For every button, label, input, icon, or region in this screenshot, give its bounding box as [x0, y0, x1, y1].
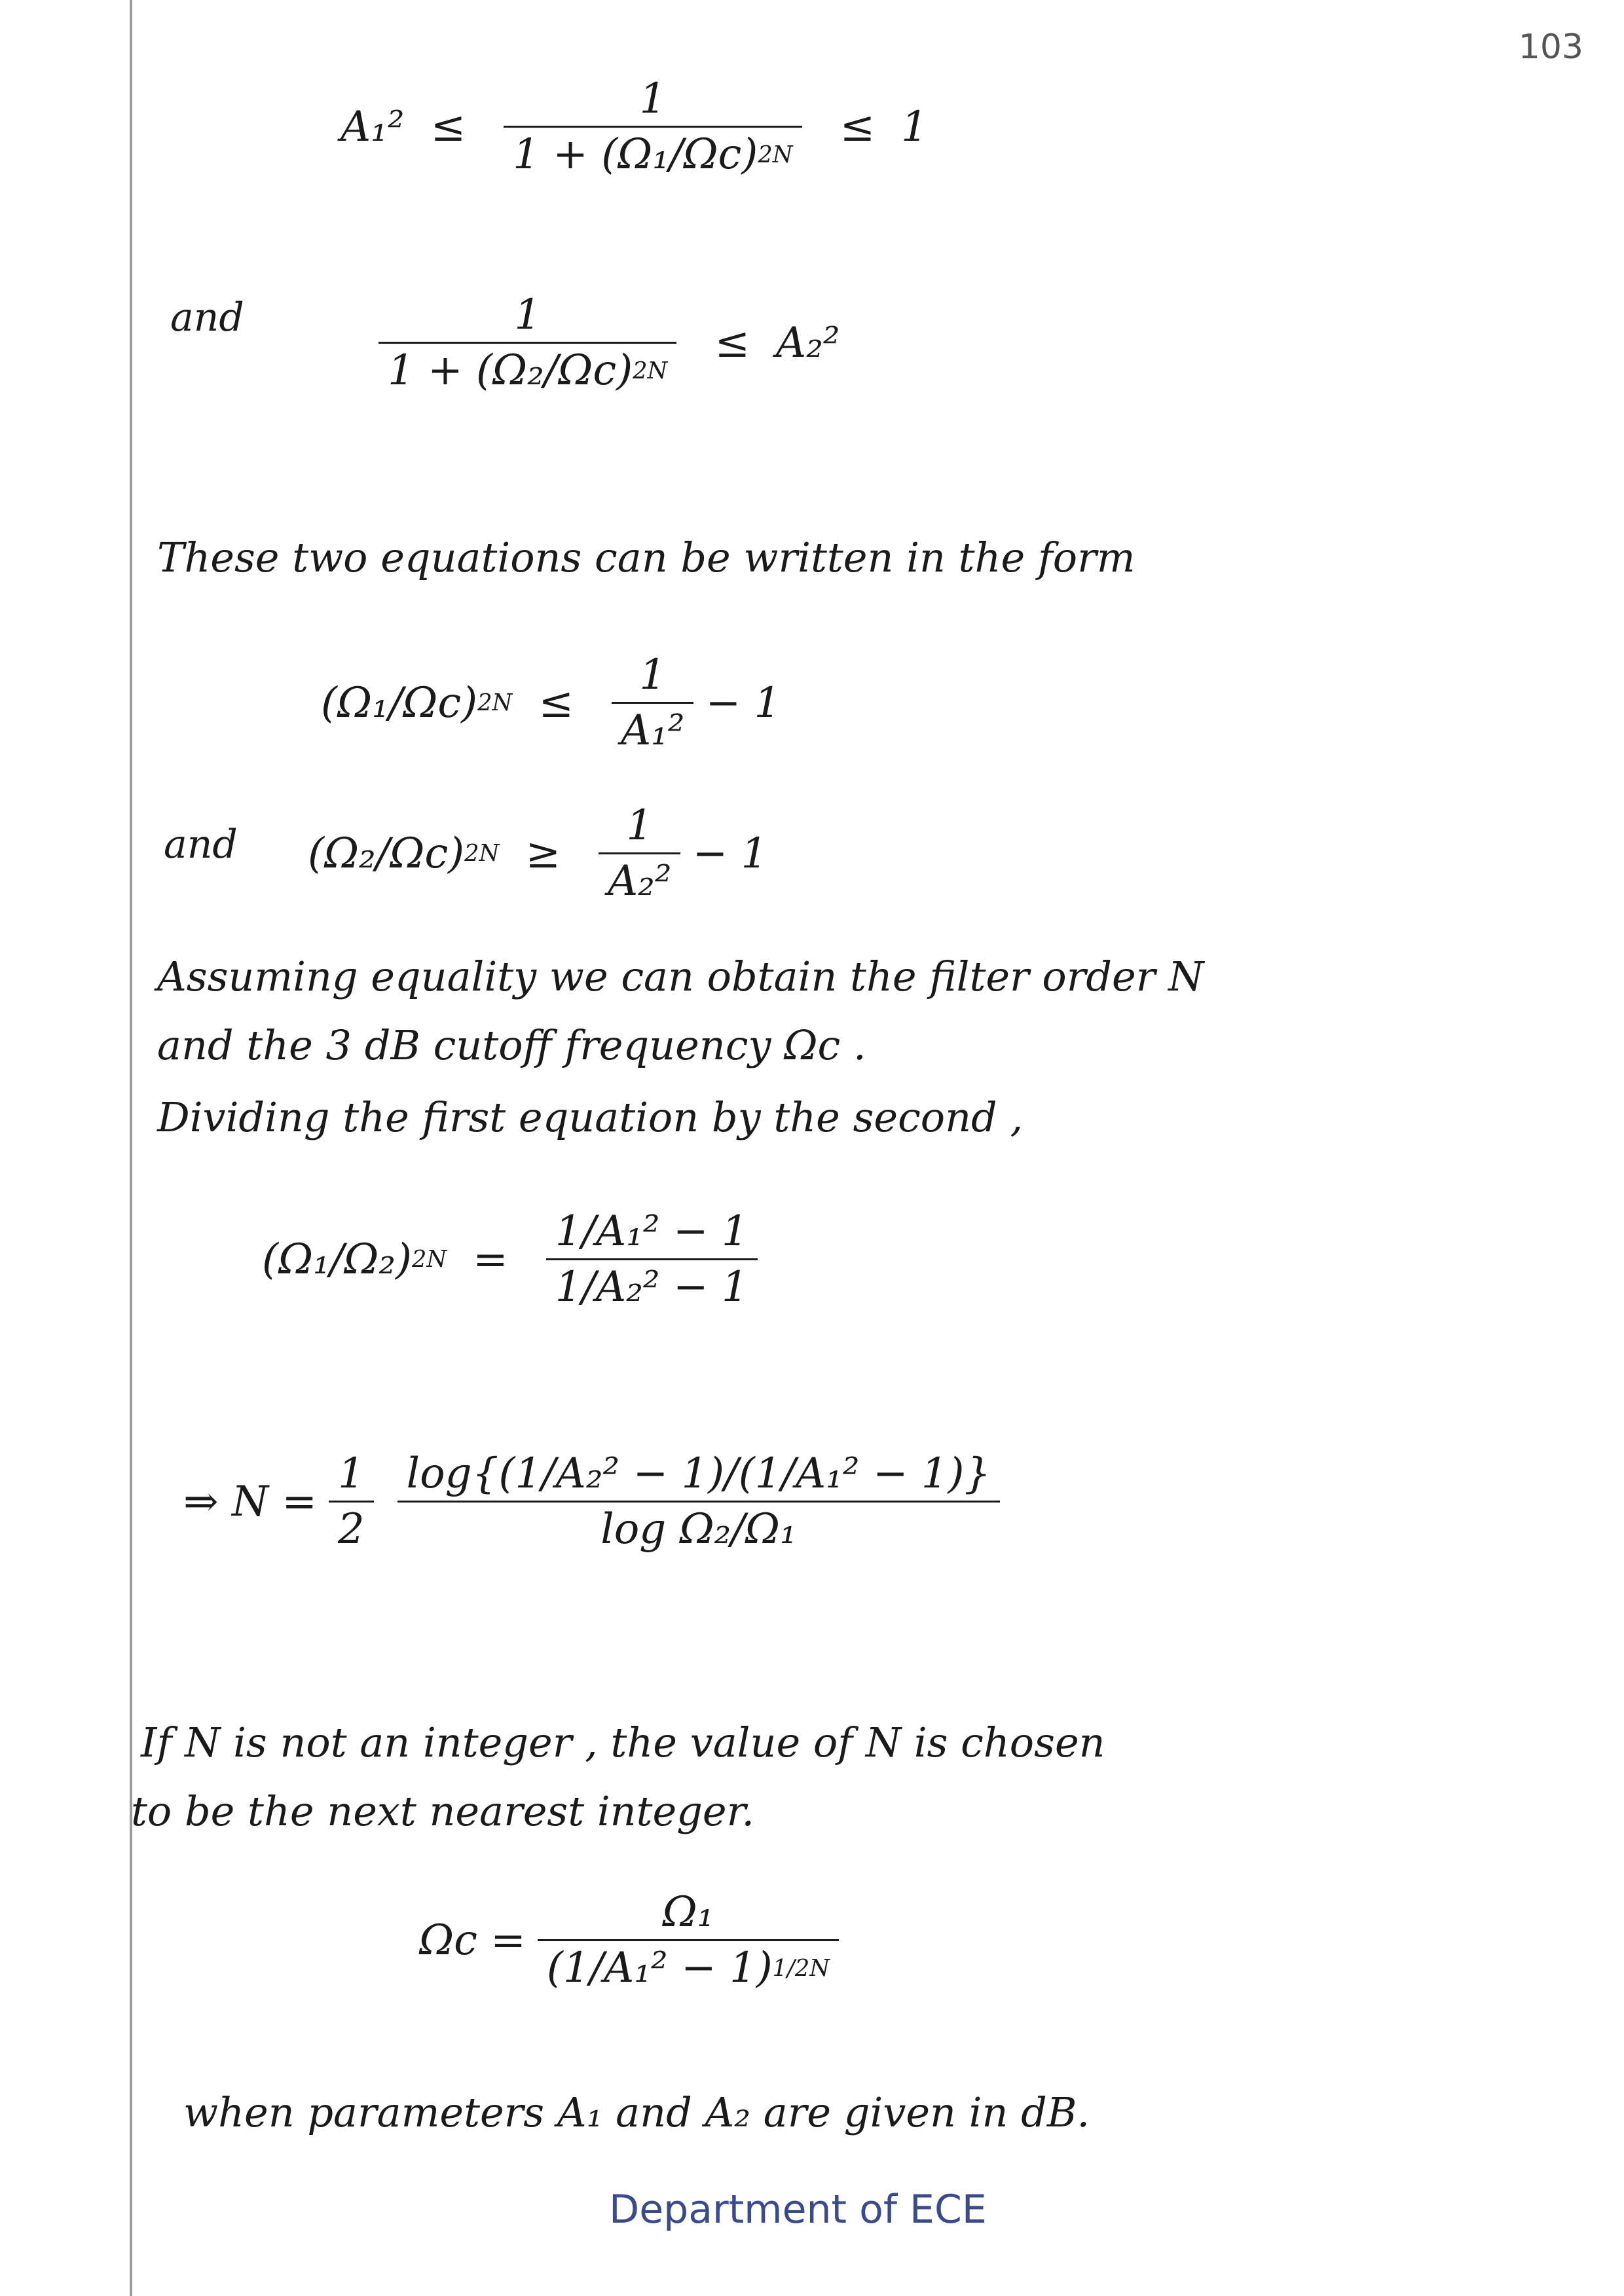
eq1-fraction: [504, 72, 802, 181]
eq1-denominator: [504, 128, 802, 181]
eq6-half: [329, 1447, 374, 1556]
eq6-fraction: [397, 1447, 1001, 1556]
margin-line: [130, 0, 132, 2296]
integer-line-1: If N is not an integer , the value of N is chosen: [141, 1719, 1105, 1766]
eq4-rhs-tail: − 1: [692, 829, 768, 878]
eq7-denominator: [538, 1941, 839, 1995]
eq6-half-num: 1: [337, 1449, 365, 1498]
eq1-rel2: ≤: [840, 102, 876, 151]
eq4-lhs: (Ω₂/Ωc): [308, 829, 465, 878]
eq2-exponent: 2N: [633, 357, 668, 384]
eq1-lhs: A₁²: [341, 102, 405, 151]
params-text: when parameters A₁ and A₂ are given in dB.: [183, 2088, 1090, 2136]
eq5-lhs: (Ω₁/Ω₂): [262, 1235, 412, 1284]
intro-text: These two equations can be written in the form: [157, 534, 1135, 581]
and-label-2: and: [164, 822, 238, 867]
eq2-rel: ≤: [714, 318, 750, 367]
equation-6: [183, 1447, 1012, 1556]
eq5-rel: =: [473, 1235, 508, 1284]
eq1-rel1: ≤: [430, 102, 466, 151]
integer-line-2: to be the next nearest integer.: [131, 1787, 755, 1835]
assume-line-1: Assuming equality we can obtain the filter order N: [157, 953, 1204, 1000]
and-label-1: and: [170, 295, 244, 340]
eq2-numerator: 1: [514, 291, 542, 339]
eq3-rel: ≤: [538, 678, 574, 727]
eq6-denominator: log Ω₂/Ω₁: [600, 1505, 797, 1554]
eq2-denominator: [378, 344, 676, 397]
eq7-denominator-base: (1/A₁² − 1): [546, 1944, 773, 1992]
eq4-rhs-den: A₂²: [607, 857, 672, 905]
eq2-denominator-base: 1 + (Ω₂/Ωc): [388, 346, 633, 395]
eq7-lhs: Ωc =: [419, 1916, 526, 1965]
page-number: 103: [1518, 27, 1583, 67]
eq6-prefix: ⇒ N =: [183, 1477, 317, 1526]
eq5-denominator: 1/A₂² − 1: [555, 1263, 748, 1311]
equation-5: [262, 1205, 769, 1314]
equation-7: [419, 1886, 851, 1995]
eq3-rhs-tail: − 1: [705, 678, 781, 727]
eq3-lhs: (Ω₁/Ωc): [321, 678, 478, 727]
equation-3: [321, 648, 781, 757]
eq4-rhs-num: 1: [626, 801, 654, 850]
eq6-numerator: log{(1/A₂² − 1)/(1/A₁² − 1)}: [406, 1449, 991, 1498]
eq3-fraction: [612, 648, 694, 757]
eq4-fraction: [599, 799, 681, 908]
eq7-exponent: 1/2N: [772, 1954, 830, 1982]
assume-line-2: and the 3 dB cutoff frequency Ωc .: [157, 1021, 866, 1069]
eq3-rhs-num: 1: [639, 651, 667, 699]
eq4-rel: ≥: [525, 829, 561, 878]
eq3-exponent: 2N: [477, 689, 513, 716]
equation-1: [341, 72, 928, 181]
eq5-exponent: 2N: [411, 1246, 447, 1273]
divide-text: Dividing the first equation by the second ,: [157, 1093, 1024, 1141]
equation-2: [367, 288, 840, 397]
eq7-numerator: Ω₁: [662, 1888, 714, 1937]
eq3-rhs-den: A₁²: [620, 706, 685, 755]
eq7-fraction: [538, 1886, 839, 1995]
eq2-rhs: A₂²: [775, 318, 840, 367]
equation-4: [308, 799, 767, 908]
eq6-half-den: 2: [337, 1505, 365, 1554]
eq4-exponent: 2N: [464, 840, 500, 867]
eq1-numerator: 1: [639, 75, 667, 123]
eq1-denominator-base: 1 + (Ω₁/Ωc): [513, 130, 758, 179]
eq2-fraction: [378, 288, 676, 397]
eq1-rhs: 1: [901, 102, 928, 151]
eq5-fraction: [546, 1205, 758, 1314]
eq5-numerator: 1/A₁² − 1: [555, 1207, 748, 1256]
eq1-exponent: 2N: [758, 141, 793, 168]
footer-department: Department of ECE: [609, 2187, 987, 2232]
